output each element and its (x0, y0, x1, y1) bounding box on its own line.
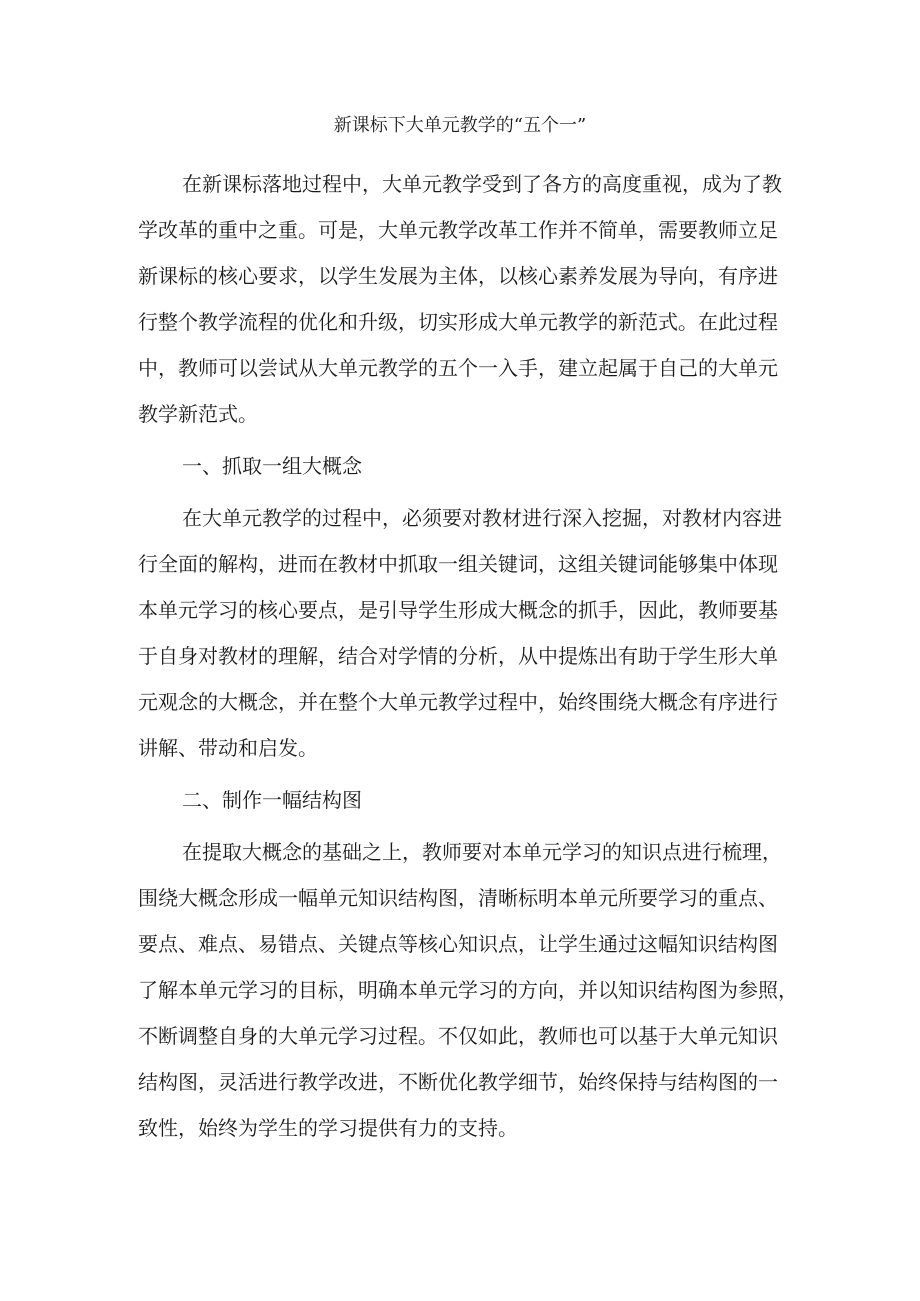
paragraph-line: 在大单元教学的过程中，必须要对教材进行深入挖掘，对教材内容进 (182, 506, 782, 530)
paragraph-line: 元观念的大概念，并在整个大单元教学过程中，始终围绕大概念有序进行 (138, 690, 778, 714)
paragraph-line: 结构图，灵活进行教学改进，不断优化教学细节，始终保持与结构图的一 (138, 1070, 778, 1094)
paragraph-line: 致性，始终为学生的学习提供有力的支持。 (138, 1116, 518, 1140)
paragraph-line: 行全面的解构，进而在教材中抓取一组关键词，这组关键词能够集中体现 (138, 552, 778, 576)
document-title: 新课标下大单元教学的“五个一” (333, 115, 587, 136)
paragraph-line: 了解本单元学习的目标，明确本单元学习的方向，并以知识结构图为参照， (138, 978, 798, 1002)
paragraph-line: 本单元学习的核心要点，是引导学生形成大概念的抓手，因此，教师要基 (138, 598, 778, 622)
paragraph-line: 不断调整自身的大单元学习过程。不仅如此，教师也可以基于大单元知识 (138, 1024, 778, 1048)
paragraph-line: 学改革的重中之重。可是，大单元教学改革工作并不简单，需要教师立足 (138, 218, 778, 242)
section-heading: 一、抓取一组大概念 (182, 454, 362, 478)
paragraph-line: 于自身对教材的理解，结合对学情的分析，从中提炼出有助于学生形大单 (138, 644, 778, 668)
paragraph-line: 中，教师可以尝试从大单元教学的五个一入手，建立起属于自己的大单元 (138, 356, 778, 380)
paragraph-line: 行整个教学流程的优化和升级，切实形成大单元教学的新范式。在此过程 (138, 310, 778, 334)
paragraph-line: 在新课标落地过程中，大单元教学受到了各方的高度重视，成为了教 (182, 172, 782, 196)
section-heading: 二、制作一幅结构图 (182, 788, 362, 812)
paragraph-line: 要点、难点、易错点、关键点等核心知识点，让学生通过这幅知识结构图 (138, 932, 778, 956)
paragraph-line: 围绕大概念形成一幅单元知识结构图，清晰标明本单元所要学习的重点、 (138, 886, 778, 910)
paragraph-line: 新课标的核心要求，以学生发展为主体，以核心素养发展为导向，有序进 (138, 264, 778, 288)
paragraph-line: 教学新范式。 (138, 402, 258, 426)
paragraph-line: 在提取大概念的基础之上，教师要对本单元学习的知识点进行梳理， (182, 840, 782, 864)
paragraph-line: 讲解、带动和启发。 (138, 736, 318, 760)
